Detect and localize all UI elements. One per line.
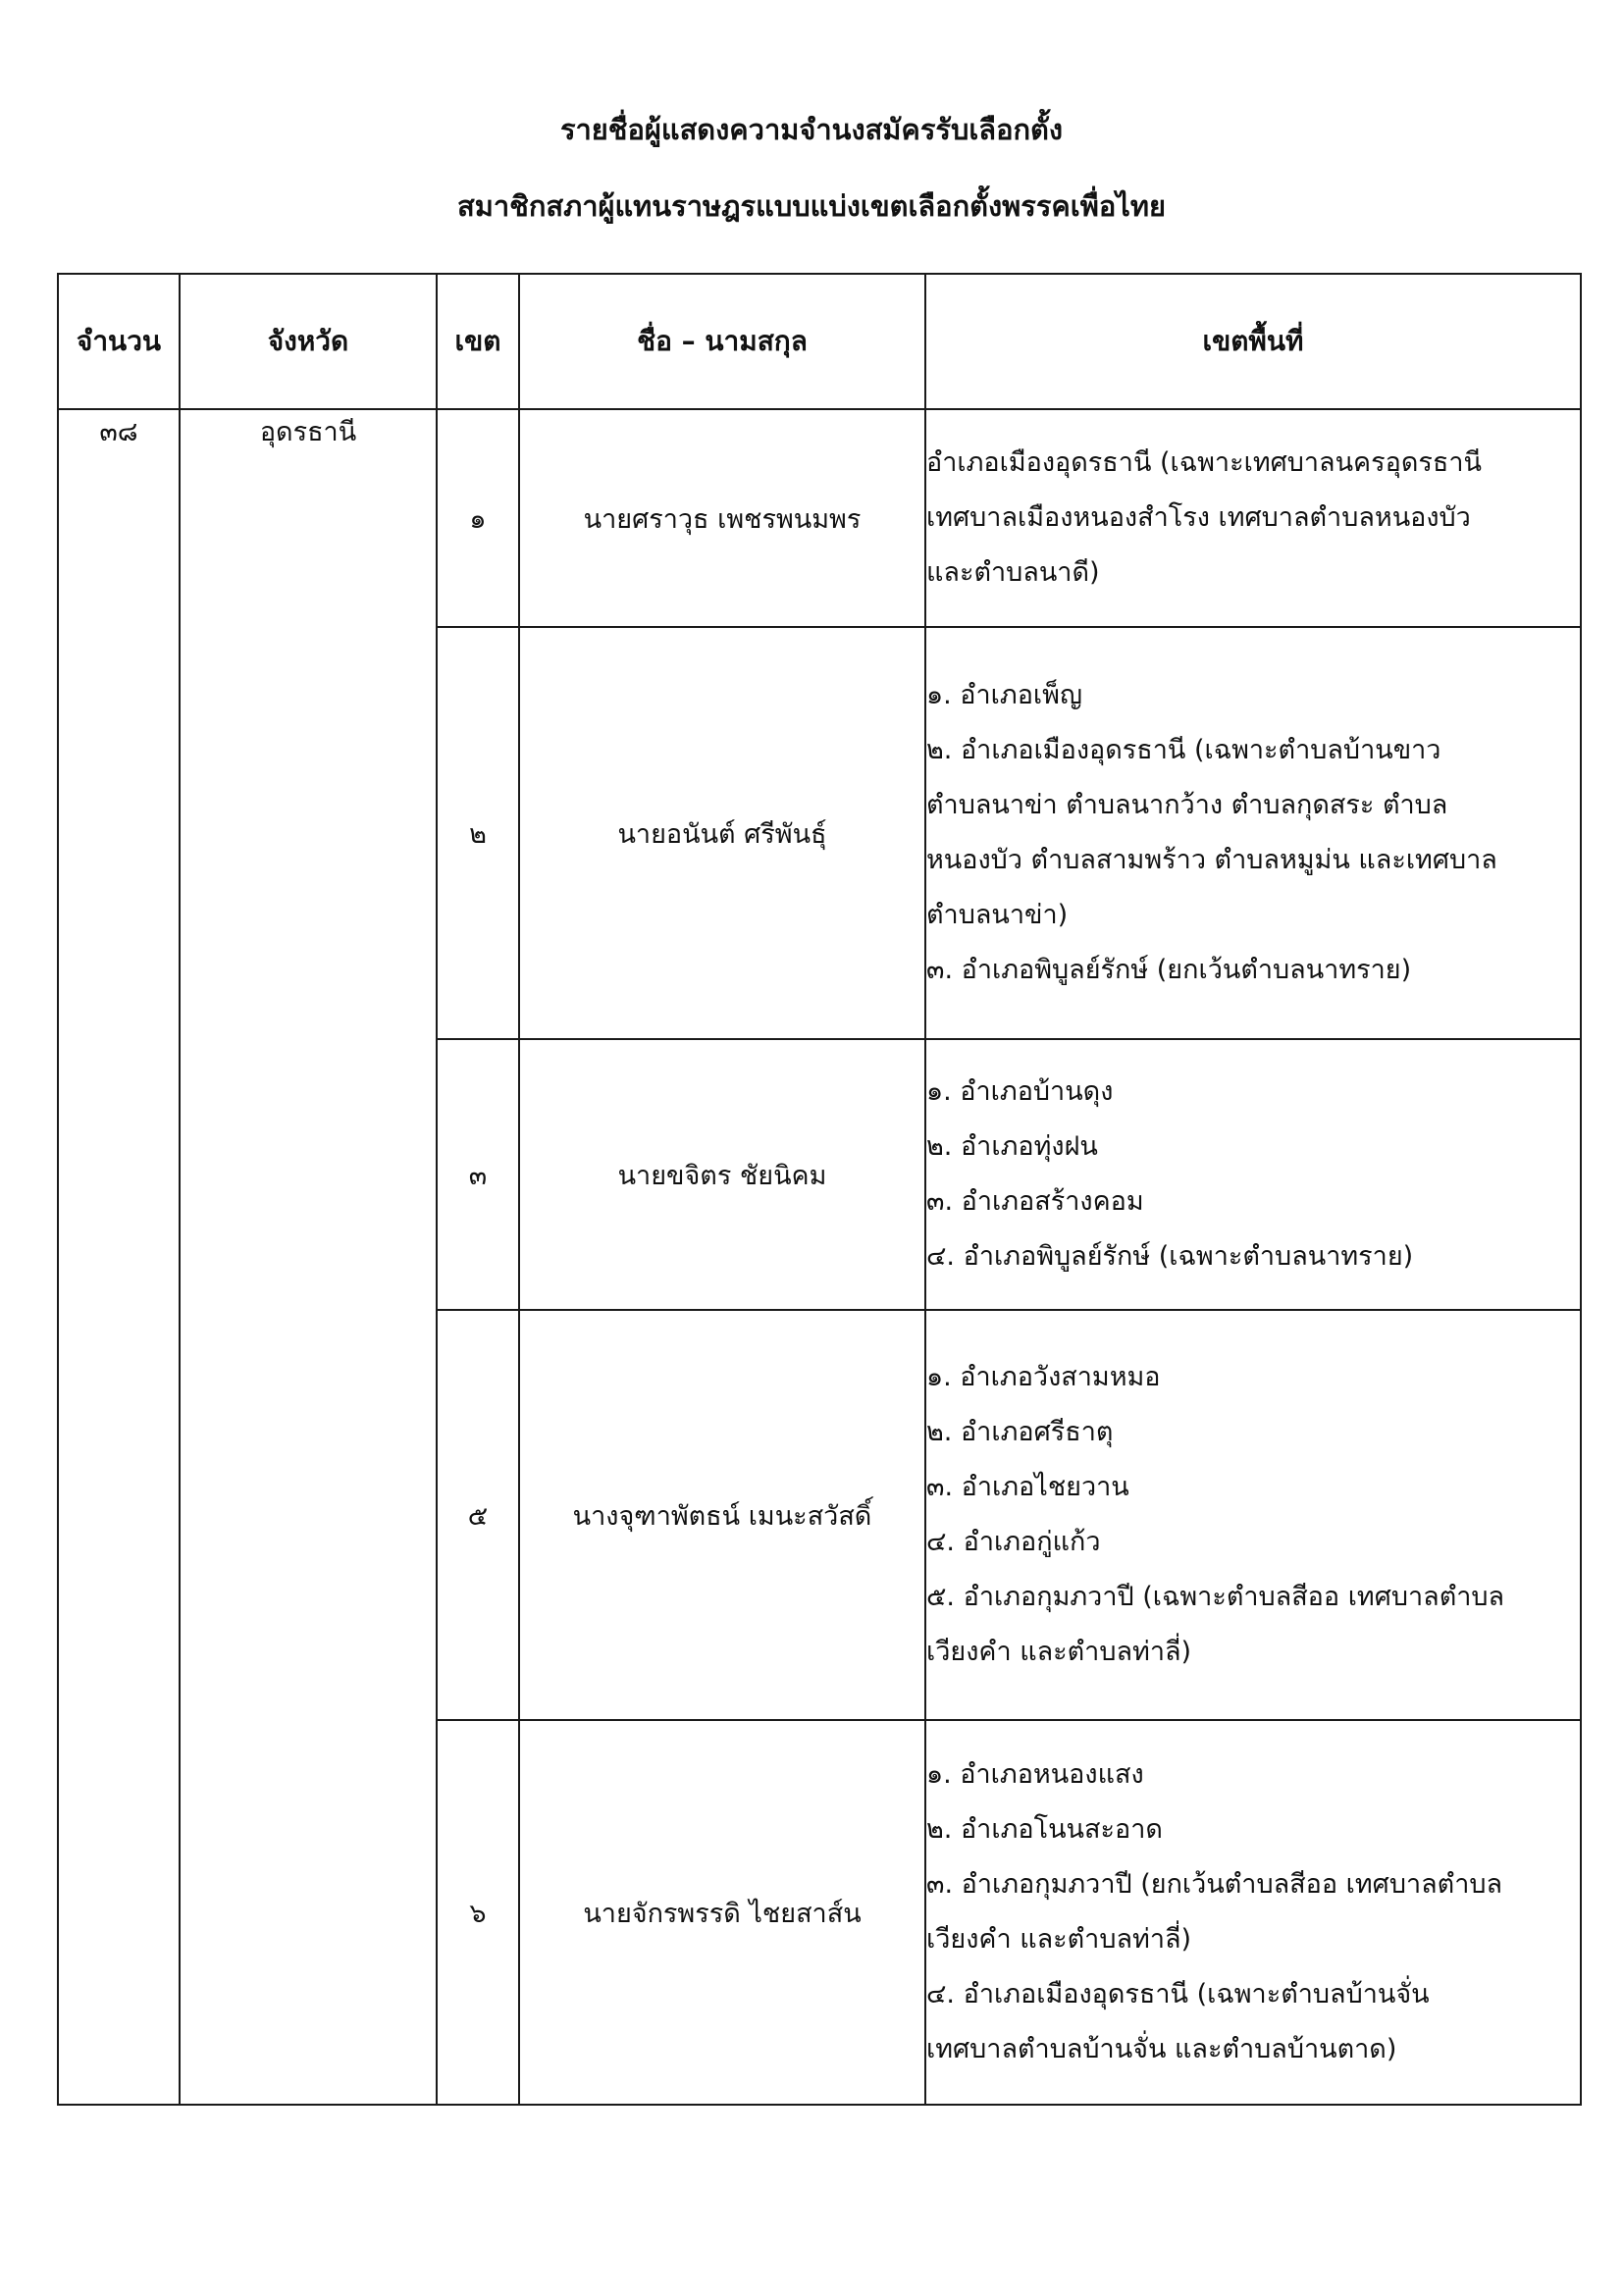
area-line: เวียงคำ และตำบลท่าลี่) <box>926 1637 1192 1667</box>
area-line: ๒. อำเภอโนนสะอาด <box>926 1814 1163 1845</box>
area-line: ๓. อำเภอสร้างคอม <box>926 1186 1144 1217</box>
count-cell: ๓๘ <box>58 409 180 2105</box>
area-line: และตำบลนาดี) <box>926 557 1100 588</box>
area-line: เทศบาลเมืองหนองสำโรง เทศบาลตำบลหนองบัว <box>926 502 1471 533</box>
area-line: ๕. อำเภอกุมภวาปี (เฉพาะตำบลสีออ เทศบาลตำบล <box>926 1582 1505 1612</box>
candidate-name-cell: นายอนันต์ ศรีพันธุ์ <box>519 627 925 1039</box>
area-line: เทศบาลตำบลบ้านจั่น และตำบลบ้านตาด) <box>926 2034 1397 2064</box>
area-line: ๑. อำเภอเพ็ญ <box>926 680 1082 710</box>
document-title: รายชื่อผู้แสดงความจำนงสมัครรับเลือกตั้ง <box>559 113 1064 146</box>
table-header-row <box>58 274 1581 409</box>
area-line: ๓. อำเภอพิบูลย์รักษ์ (ยกเว้นตำบลนาทราย) <box>926 955 1412 985</box>
area-cell <box>925 409 1581 627</box>
candidate-table <box>57 273 1582 2106</box>
area-line: ๔. อำเภอกู่แก้ว <box>926 1527 1101 1557</box>
zone-cell: ๕ <box>437 1310 519 1720</box>
column-header-area: เขตพื้นที่ <box>925 274 1581 409</box>
area-line: ๒. อำเภอศรีธาตุ <box>926 1417 1114 1447</box>
area-line: ตำบลนาข่า ตำบลนากว้าง ตำบลกุดสระ ตำบล <box>926 790 1448 820</box>
zone-cell: ๑ <box>437 409 519 627</box>
area-cell <box>925 1720 1581 2105</box>
province-cell: อุดรธานี <box>180 409 437 2105</box>
candidate-name-cell: นางจุฑาพัตธน์ เมนะสวัสดิ์ <box>519 1310 925 1720</box>
zone-cell: ๓ <box>437 1039 519 1310</box>
area-line: ๑. อำเภอวังสามหมอ <box>926 1362 1161 1392</box>
area-line: ๑. อำเภอหนองแสง <box>926 1759 1144 1790</box>
area-line: เวียงคำ และตำบลท่าลี่) <box>926 1924 1192 1955</box>
candidate-name-cell: นายจักรพรรดิ ไชยสาส์น <box>519 1720 925 2105</box>
column-header-province: จังหวัด <box>180 274 437 409</box>
zone-cell: ๖ <box>437 1720 519 2105</box>
area-line: ๑. อำเภอบ้านดุง <box>926 1076 1114 1107</box>
area-line: ๓. อำเภอไชยวาน <box>926 1472 1129 1502</box>
column-header-zone: เขต <box>437 274 519 409</box>
area-line: ๔. อำเภอเมืองอุดรธานี (เฉพาะตำบลบ้านจั่น <box>926 1979 1430 2009</box>
area-line: ตำบลนาข่า) <box>926 900 1069 930</box>
zone-cell: ๒ <box>437 627 519 1039</box>
candidate-name-cell: นายศราวุธ เพชรพนมพร <box>519 409 925 627</box>
column-header-count: จำนวน <box>58 274 180 409</box>
area-line: ๒. อำเภอทุ่งฝน <box>926 1131 1098 1162</box>
area-cell <box>925 627 1581 1039</box>
area-line: ๓. อำเภอกุมภวาปี (ยกเว้นตำบลสีออ เทศบาลตำบล <box>926 1869 1503 1900</box>
area-line: อำเภอเมืองอุดรธานี (เฉพาะเทศบาลนครอุดรธานี <box>926 447 1482 478</box>
area-cell <box>925 1310 1581 1720</box>
table-row <box>58 409 1581 627</box>
document-subtitle: สมาชิกสภาผู้แทนราษฎรแบบแบ่งเขตเลือกตั้งพรรคเพื่อไทย <box>457 189 1166 223</box>
area-cell <box>925 1039 1581 1310</box>
area-line: หนองบัว ตำบลสามพร้าว ตำบลหมูม่น และเทศบาล <box>926 845 1497 875</box>
area-line: ๒. อำเภอเมืองอุดรธานี (เฉพาะตำบลบ้านขาว <box>926 735 1441 765</box>
area-line: ๔. อำเภอพิบูลย์รักษ์ (เฉพาะตำบลนาทราย) <box>926 1241 1414 1272</box>
column-header-name: ชื่อ – นามสกุล <box>519 274 925 409</box>
candidate-name-cell: นายขจิตร ชัยนิคม <box>519 1039 925 1310</box>
